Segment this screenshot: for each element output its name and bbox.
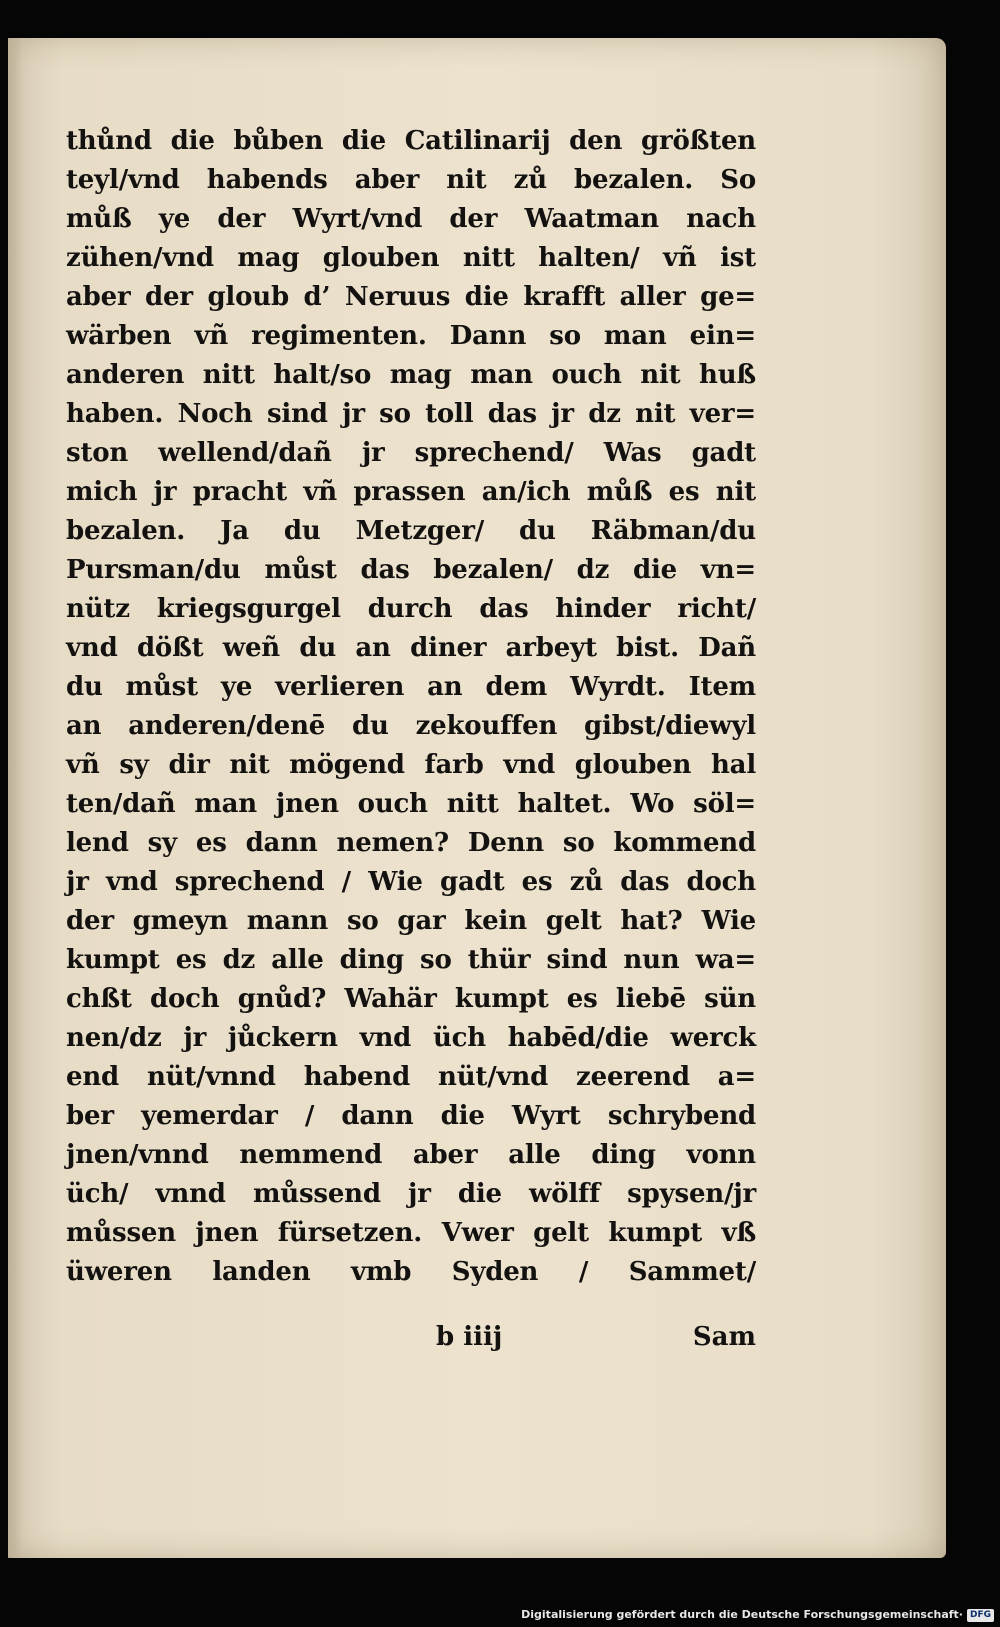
text-line: thůnd die bůben die Catilinarij den größten xyxy=(66,126,756,156)
text-line: aber der gloub d’ Neruus die krafft aller ge= xyxy=(66,282,756,312)
text-line: end nüt/vnnd habend nüt/vnd zeerend a= xyxy=(66,1062,756,1092)
text-line: bezalen. Ja du Metzger/ du Räbman/du xyxy=(66,516,756,546)
text-line: jnen/vnnd nemmend aber alle ding vonn xyxy=(66,1140,756,1170)
digitization-credit xyxy=(521,1606,994,1624)
catchword: Sam xyxy=(692,1322,756,1352)
page-footer-line xyxy=(66,1322,756,1362)
text-line: der gmeyn mann so gar kein gelt hat? Wie xyxy=(66,906,756,936)
signature-mark: b iiij xyxy=(436,1322,503,1352)
text-line: jr vnd sprechend / Wie gadt es zů das doch xyxy=(66,867,756,897)
credit-text: Digitalisierung gefördert durch die Deutsche Forschungsgemeinschaft· xyxy=(521,1608,963,1621)
text-line: anderen nitt halt/so mag man ouch nit huß xyxy=(66,360,756,390)
book-page xyxy=(8,38,946,1558)
text-line: můß ye der Wyrt/vnd der Waatman nach xyxy=(66,204,756,234)
text-line: ten/dañ man jnen ouch nitt haltet. Wo söl= xyxy=(66,789,756,819)
text-line: Pursman/du můst das bezalen/ dz die vn= xyxy=(66,555,756,585)
text-line: nen/dz jr jůckern vnd üch habēd/die werck xyxy=(66,1023,756,1053)
text-line: lend sy es dann nemen? Denn so kommend xyxy=(66,828,756,858)
text-line: teyl/vnd habends aber nit zů bezalen. So xyxy=(66,165,756,195)
text-line: kumpt es dz alle ding so thür sind nun wa= xyxy=(66,945,756,975)
text-line: můssen jnen fürsetzen. Vwer gelt kumpt vß xyxy=(66,1218,756,1248)
text-line: vnd dößt weñ du an diner arbeyt bist. Dañ xyxy=(66,633,756,663)
text-line: üweren landen vmb Syden / Sammet/ xyxy=(66,1257,756,1287)
text-line: chßt doch gnůd? Wahär kumpt es liebē sün xyxy=(66,984,756,1014)
dfg-logo-icon: DFG xyxy=(967,1609,994,1622)
text-line: wärben vñ regimenten. Dann so man ein= xyxy=(66,321,756,351)
page-binding-edge xyxy=(8,38,22,1558)
text-line: nütz kriegsgurgel durch das hinder richt/ xyxy=(66,594,756,624)
page-text xyxy=(66,122,756,1292)
text-line: an anderen/denē du zekouffen gibst/diewyl xyxy=(66,711,756,741)
text-line: du můst ye verlieren an dem Wyrdt. Item xyxy=(66,672,756,702)
text-line: zühen/vnd mag glouben nitt halten/ vñ ist xyxy=(66,243,756,273)
text-line: haben. Noch sind jr so toll das jr dz nit ver= xyxy=(66,399,756,429)
text-line: ston wellend/dañ jr sprechend/ Was gadt xyxy=(66,438,756,468)
text-line: ber yemerdar / dann die Wyrt schrybend xyxy=(66,1101,756,1131)
text-line: üch/ vnnd můssend jr die wölff spysen/jr xyxy=(66,1179,756,1209)
text-line: mich jr pracht vñ prassen an/ich můß es nit xyxy=(66,477,756,507)
text-line: vñ sy dir nit mögend farb vnd glouben hal xyxy=(66,750,756,780)
